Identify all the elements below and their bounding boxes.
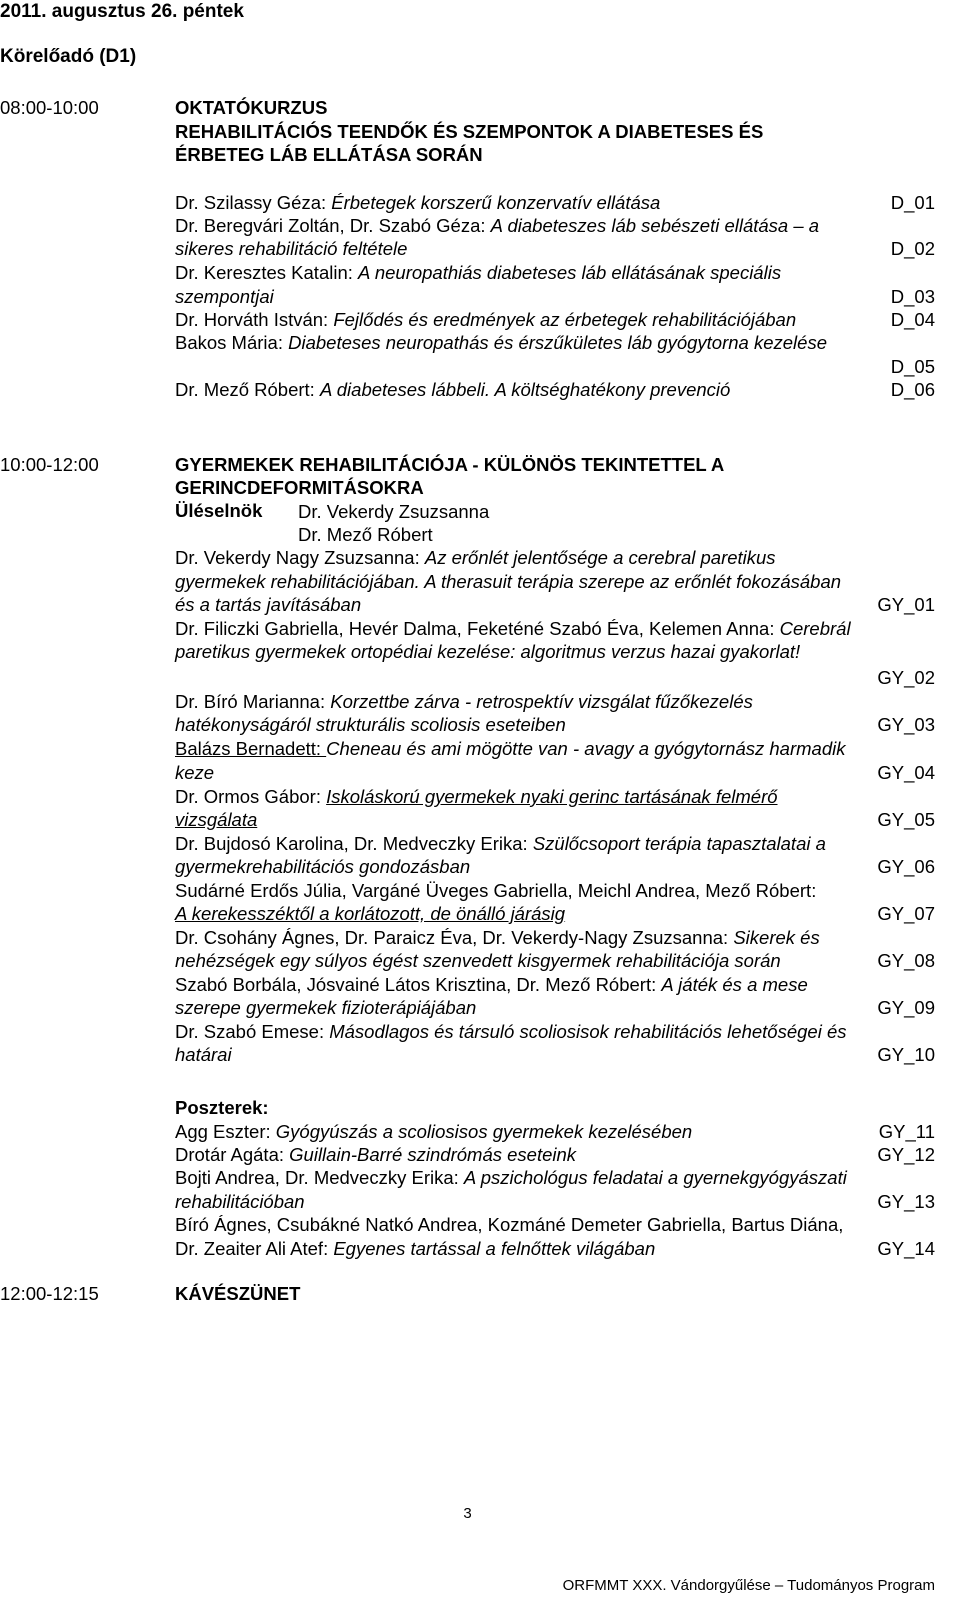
talk-title: Korzettbe zárva - retrospektív vizsgálat fűzőkezelés [330, 691, 753, 712]
session1-title2: REHABILITÁCIÓS TEENDŐK ÉS SZEMPONTOK A DIABETESES ÉS [175, 121, 764, 142]
talk-code: GY_02 [877, 667, 935, 688]
session1-title3: ÉRBETEG LÁB ELLÁTÁSA SORÁN [175, 144, 483, 165]
session1-time: 08:00-10:00 [0, 97, 99, 118]
talk-title-cont: gyermekek rehabilitációjában. A therasuit terápia szerepe az erőnlét fokozásában [175, 571, 842, 592]
talk-authors: Dr. Keresztes Katalin: [175, 262, 359, 283]
talk-code: GY_03 [877, 714, 935, 735]
page-date: 2011. augusztus 26. péntek [0, 1, 244, 22]
talk-title-cont: gyermekrehabilitációs gondozásban [175, 856, 471, 877]
talk-authors: Dr. Bíró Marianna: [175, 691, 331, 712]
talk-authors: Dr. Csohány Ágnes, Dr. Paraicz Éva, Dr. Vekerdy-Nagy Zsuzsanna: [175, 927, 734, 948]
talk-title-cont: hatékonyságáról strukturális scoliosis eseteiben [175, 714, 566, 735]
talk-authors: Dr. Filiczki Gabriella, Hevér Dalma, Feketéné Szabó Éva, Kelemen Anna: [175, 618, 780, 639]
chairs-label: Üléselnök [175, 500, 263, 521]
poster-code: GY_12 [877, 1144, 935, 1165]
talk-title: Másodlagos és társuló scoliosisok rehabilitációs lehetőségei és [329, 1021, 847, 1042]
talk-authors: Sudárné Erdős Júlia, Vargáné Üveges Gabriella, Meichl Andrea, Mező Róbert: [175, 880, 817, 901]
chair-2: Dr. Mező Róbert [298, 524, 433, 545]
talk-authors: Bakos Mária: [175, 332, 289, 353]
talk-title: A játék és a mese [661, 974, 808, 995]
room-title: Körelőadó (D1) [0, 46, 137, 67]
talk-code: GY_08 [877, 950, 935, 971]
poster-authors: Bojti Andrea, Dr. Medveczky Erika: [175, 1167, 464, 1188]
talk-title: Érbetegek korszerű konzervatív ellátása [331, 192, 661, 213]
poster-title: Egyenes tartással a felnőttek világában [333, 1238, 656, 1259]
talk-title: Cheneau és ami mögötte van - avagy a gyógytornász harmadik [326, 738, 846, 759]
talk-code: D_01 [890, 192, 935, 213]
talk-code: GY_05 [877, 809, 935, 830]
session2-time: 10:00-12:00 [0, 454, 99, 475]
page-number: 3 [463, 1505, 472, 1522]
poster-title-cont: rehabilitációban [175, 1191, 305, 1212]
talk-title: Iskoláskorú gyermekek nyaki gerinc tartásának felmérő [326, 786, 778, 807]
talk-authors: Dr. Bujdosó Karolina, Dr. Medveczky Erika: [175, 833, 533, 854]
talk-code: GY_04 [877, 762, 935, 783]
session1-title1: OKTATÓKURZUS [175, 97, 328, 118]
talk-title-cont: szerepe gyermekek fizioterápiájában [175, 997, 477, 1018]
talk-title: Sikerek és [733, 927, 820, 948]
poster-code: GY_14 [877, 1238, 935, 1259]
talk-title-cont: paretikus gyermekek ortopédiai kezelése: algoritmus verzus hazai gyakorlat! [175, 641, 801, 662]
poster-authors-cont: Dr. Zeaiter Ali Atef: [175, 1238, 334, 1259]
talk-authors: Dr. Szabó Emese: [175, 1021, 330, 1042]
talk-authors: Dr. Horváth István: [175, 309, 334, 330]
talk-title: Szülőcsoport terápia tapasztalatai a [532, 833, 826, 854]
talk-title-cont: határai [175, 1044, 232, 1065]
poster-authors: Bíró Ágnes, Csubákné Natkó Andrea, Kozmáné Demeter Gabriella, Bartus Diána, [175, 1214, 844, 1235]
poster-authors: Agg Eszter: [175, 1121, 276, 1142]
talk-code: D_03 [890, 286, 935, 307]
page-footer: ORFMMT XXX. Vándorgyűlése – Tudományos Program [562, 1577, 935, 1594]
posters-label: Poszterek: [175, 1097, 269, 1118]
session3-time: 12:00-12:15 [0, 1283, 99, 1304]
talk-authors: Dr. Vekerdy Nagy Zsuzsanna: [175, 547, 425, 568]
chair-1: Dr. Vekerdy Zsuzsanna [298, 501, 490, 522]
talk-title: A neuropathiás diabeteses láb ellátásának speciális [358, 262, 782, 283]
poster-code: GY_13 [877, 1191, 935, 1212]
talk-authors: Dr. Mező Róbert: [175, 379, 320, 400]
talk-code: D_02 [890, 238, 935, 259]
talk-title-cont: sikeres rehabilitáció feltétele [175, 238, 408, 259]
talk-title: Az erőnlét jelentősége a cerebral paretikus [424, 547, 776, 568]
talk-title-cont: vizsgálata [175, 809, 258, 830]
talk-code: GY_01 [877, 594, 935, 615]
talk-code: GY_10 [877, 1044, 935, 1065]
poster-title: Guillain-Barré szindrómás eseteink [289, 1144, 577, 1165]
talk-authors: Balázs Bernadett: [175, 738, 327, 759]
talk-title-cont: és a tartás javításában [175, 594, 362, 615]
poster-title: Gyógyúszás a scoliosisos gyermekek kezelésében [275, 1121, 693, 1142]
talk-code: GY_06 [877, 856, 935, 877]
talk-title: Cerebrál [779, 618, 851, 639]
talk-code: D_06 [890, 379, 935, 400]
talk-title-cont: szempontjai [175, 286, 274, 307]
poster-authors: Drotár Agáta: [175, 1144, 290, 1165]
talk-title: A kerekesszéktől a korlátozott, de önálló járásig [175, 903, 566, 924]
talk-code: GY_09 [877, 997, 935, 1018]
talk-authors: Szabó Borbála, Jósvainé Látos Krisztina, Dr. Mező Róbert: [175, 974, 662, 995]
session2-title1: GYERMEKEK REHABILITÁCIÓJA - KÜLÖNÖS TEKINTETTEL A [175, 454, 725, 475]
talk-code: GY_07 [877, 903, 935, 924]
talk-authors: Dr. Beregvári Zoltán, Dr. Szabó Géza: [175, 215, 491, 236]
talk-title: Diabeteses neuropathás és érszűkületes láb gyógytorna kezelése [288, 332, 827, 353]
talk-title-cont: nehézségek egy súlyos égést szenvedett kisgyermek rehabilitációja során [175, 950, 781, 971]
session2-title2: GERINCDEFORMITÁSOKRA [175, 477, 424, 498]
talk-title: A diabeteses lábbeli. A költséghatékony prevenció [319, 379, 731, 400]
talk-title: Fejlődés és eredmények az érbetegek rehabilitációjában [333, 309, 797, 330]
talk-authors: Dr. Szilassy Géza: [175, 192, 332, 213]
poster-code: GY_11 [878, 1121, 935, 1142]
talk-code: D_05 [890, 356, 935, 377]
talk-authors: Dr. Ormos Gábor: [175, 786, 327, 807]
talk-code: D_04 [890, 309, 935, 330]
session3-title: KÁVÉSZÜNET [175, 1283, 301, 1304]
talk-title-cont: keze [175, 762, 215, 783]
poster-title: A pszichológus feladatai a gyernekgyógyászati [463, 1167, 847, 1188]
talk-title: A diabeteszes láb sebészeti ellátása – a [490, 215, 820, 236]
